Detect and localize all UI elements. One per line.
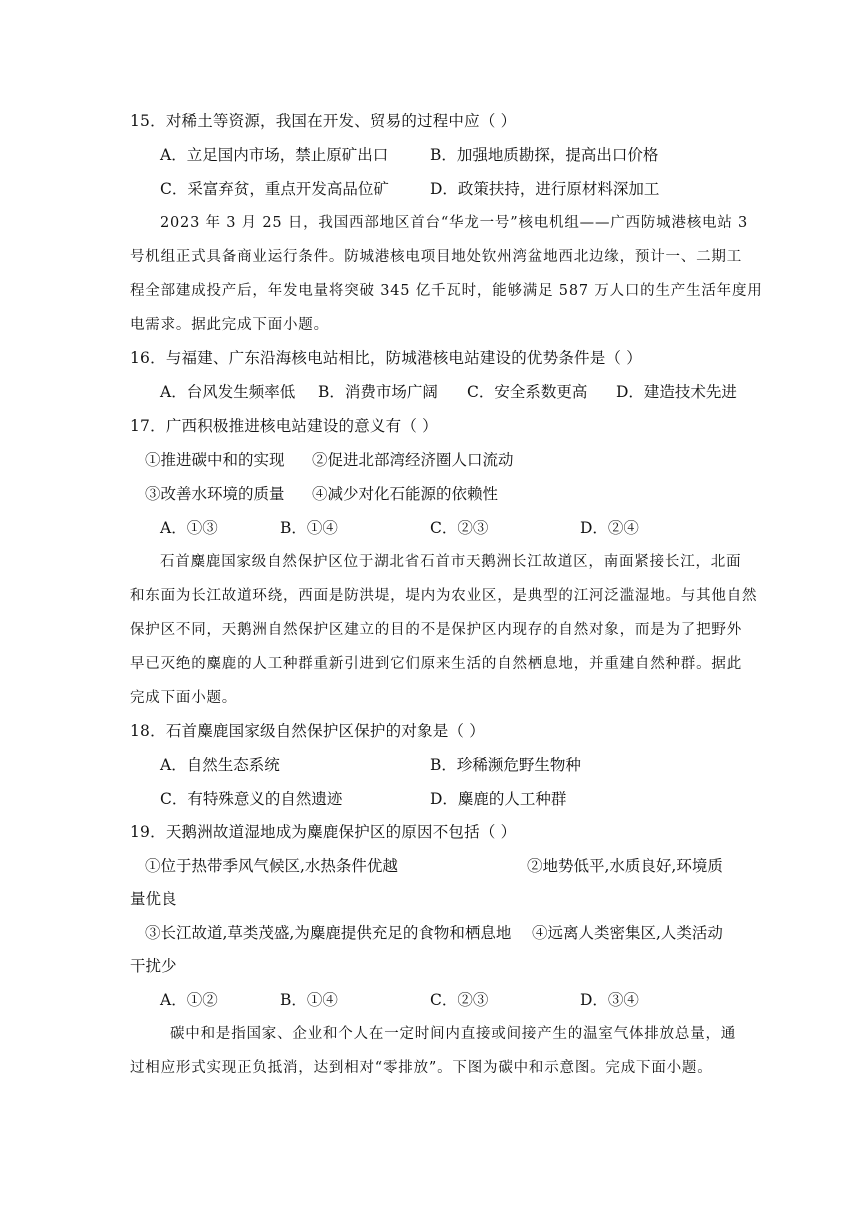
- q17-statement-1: ①推进碳中和的实现: [145, 451, 285, 469]
- q18-stem: 18．石首麋鹿国家级自然保护区保护的对象是（ ）: [130, 722, 485, 740]
- q16-option-c: C．安全系数更高: [467, 383, 588, 401]
- q17-option-c: C．②③: [430, 519, 489, 537]
- q18-option-a: A．自然生态系统: [160, 756, 280, 774]
- passage3-line-2: 过相应形式实现正负抵消，达到相对“零排放”。下图为碳中和示意图。完成下面小题。: [130, 1060, 713, 1076]
- q17-statement-3: ③改善水环境的质量: [145, 485, 285, 503]
- q18-option-b: B．珍稀濒危野生物种: [430, 756, 581, 774]
- q19-option-c: C．②③: [430, 991, 489, 1009]
- q19-statement-3: ③长江故道,草类茂盛,为麋鹿提供充足的食物和栖息地: [145, 924, 512, 942]
- passage1-line-1: 2023 年 3 月 25 日，我国西部地区首台“华龙一号”核电机组——广西防城港核电站 3: [160, 215, 749, 231]
- passage2-line-2: 和东面为长江故道环绕，西面是防洪堤，堤内为农业区，是典型的江河泛滥湿地。与其他自然: [130, 588, 758, 604]
- q17-statement-4: ④减少对化石能源的依赖性: [312, 485, 499, 503]
- q18-option-c: C．有特殊意义的自然遗迹: [160, 790, 343, 808]
- q17-option-a: A．①③: [160, 519, 218, 537]
- passage1-line-2: 号机组正式具备商业运行条件。防城港核电项目地处钦州湾盆地西北边缘，预计一、二期工: [130, 249, 742, 265]
- q19-statement-2: ②地势低平,水质良好,环境质: [527, 857, 723, 875]
- passage2-line-3: 保护区不同，天鹅洲自然保护区建立的目的不是保护区内现存的自然对象，而是为了把野外: [130, 622, 742, 638]
- q17-option-d: D．②④: [580, 519, 639, 537]
- q19-option-b: B．①④: [280, 991, 338, 1009]
- q15-option-b: B．加强地质勘探，提高出口价格: [430, 146, 659, 164]
- q19-statement-1: ①位于热带季风气候区,水热条件优越: [145, 857, 398, 875]
- q19-statement-2-continued: 量优良: [130, 890, 177, 908]
- q15-stem: 15．对稀土等资源，我国在开发、贸易的过程中应（ ）: [130, 112, 517, 130]
- q17-statement-2: ②促进北部湾经济圈人口流动: [312, 451, 514, 469]
- passage1-line-4: 电需求。据此完成下面小题。: [130, 317, 329, 333]
- passage2-line-5: 完成下面小题。: [130, 690, 238, 706]
- q17-option-b: B．①④: [280, 519, 338, 537]
- passage2-line-1: 石首麋鹿国家级自然保护区位于湖北省石首市天鹅洲长江故道区，南面紧接长江，北面: [160, 554, 742, 570]
- passage1-line-3: 程全部建成投产后，年发电量将突破 345 亿千瓦时，能够满足 587 万人口的生产生活年度用: [130, 283, 763, 299]
- q19-option-d: D．③④: [580, 991, 639, 1009]
- q15-option-a: A．立足国内市场，禁止原矿出口: [160, 146, 389, 164]
- q19-statement-4-continued: 干扰少: [130, 957, 177, 975]
- q16-stem: 16．与福建、广东沿海核电站相比，防城港核电站建设的优势条件是（ ）: [130, 349, 642, 367]
- q16-option-d: D．建造技术先进: [616, 383, 737, 401]
- q19-stem: 19．天鹅洲故道湿地成为麋鹿保护区的原因不包括（ ）: [130, 823, 517, 841]
- q15-option-d: D．政策扶持，进行原材料深加工: [430, 180, 660, 198]
- q19-option-a: A．①②: [160, 991, 218, 1009]
- q18-option-d: D．麋鹿的人工种群: [430, 790, 567, 808]
- q15-option-c: C．采富弃贫，重点开发高品位矿: [160, 180, 389, 198]
- q19-statement-4: ④远离人类密集区,人类活动: [532, 924, 723, 942]
- passage2-line-4: 早已灭绝的麋鹿的人工种群重新引进到它们原来生活的自然栖息地，并重建自然种群。据此: [130, 656, 742, 672]
- q16-option-b: B．消费市场广阔: [318, 383, 438, 401]
- q17-stem: 17．广西积极推进核电站建设的意义有（ ）: [130, 417, 438, 435]
- q16-option-a: A．台风发生频率低: [160, 383, 296, 401]
- passage3-line-1: 碳中和是指国家、企业和个人在一定时间内直接或间接产生的温室气体排放总量，通: [170, 1026, 737, 1042]
